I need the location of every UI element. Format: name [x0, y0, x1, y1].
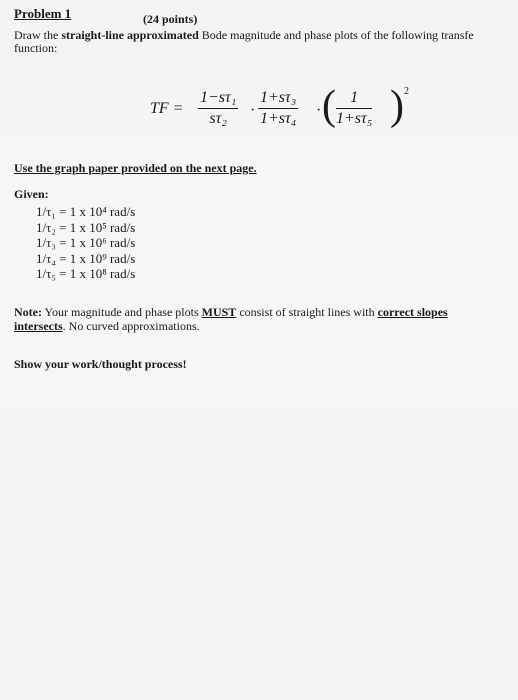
equation-lhs: TF =: [150, 100, 184, 117]
graph-paper-note: Use the graph paper provided on the next page.: [14, 161, 257, 175]
problem-title: Problem 1: [14, 6, 72, 21]
given-item: 1/τ₁ = 1 x 10⁴ rad/s: [36, 204, 136, 219]
left-paren: (: [322, 83, 336, 129]
given-item: 1/τ₅ = 1 x 10⁸ rad/s: [36, 266, 136, 281]
given-item: 1/τ₄ = 1 x 10⁹ rad/s: [36, 250, 136, 266]
note-text-a: Your magnitude and phase plots: [41, 305, 202, 319]
prompt-suffix: Bode magnitude and phase plots of the following transfe: [198, 28, 474, 42]
given-label: Given:: [14, 187, 49, 201]
right-paren: ): [390, 83, 404, 129]
given-list: [36, 204, 135, 282]
fraction-3-denominator: 1+sτ₅: [336, 110, 373, 127]
note-line-1: [14, 305, 448, 320]
note-intersects: intersects: [14, 319, 63, 333]
points-label: (24 points): [143, 12, 198, 26]
given-item: 1/τ₂ = 1 x 10⁵ rad/s: [36, 219, 136, 235]
given-item: 1/τ₃ = 1 x 10⁶ rad/s: [36, 235, 136, 250]
squared-exponent: 2: [404, 86, 409, 97]
note-text-b: consist of straight lines with: [236, 305, 378, 319]
transfer-function-equation: [150, 83, 410, 142]
prompt-emphasis: straight-line approximated: [61, 28, 199, 42]
fraction-1: [198, 88, 238, 129]
fraction-2: [258, 88, 298, 129]
fraction-1-denominator: sτ₂: [209, 110, 227, 127]
note-label: Note:: [14, 305, 42, 319]
note-correct-slopes: correct slopes: [377, 305, 448, 319]
note-line-2: [14, 319, 200, 334]
note-must: MUST: [201, 305, 237, 319]
fraction-1-numerator: 1−sτ₁: [198, 88, 238, 109]
fraction-2-numerator: 1+sτ₃: [258, 88, 298, 109]
prompt-line-1: [14, 28, 474, 43]
prompt-line-2: function:: [14, 41, 58, 55]
note-text-c: . No curved approximations.: [62, 319, 200, 333]
fraction-3: [336, 88, 372, 129]
fraction-2-denominator: 1+sτ₄: [260, 110, 297, 127]
multiply-dot-1: ·: [250, 102, 256, 119]
multiply-dot-2: ·: [316, 102, 322, 119]
prompt-prefix: Draw the: [14, 28, 62, 42]
show-work-instruction: Show your work/thought process!: [14, 357, 187, 371]
fraction-3-numerator: 1: [336, 88, 372, 109]
